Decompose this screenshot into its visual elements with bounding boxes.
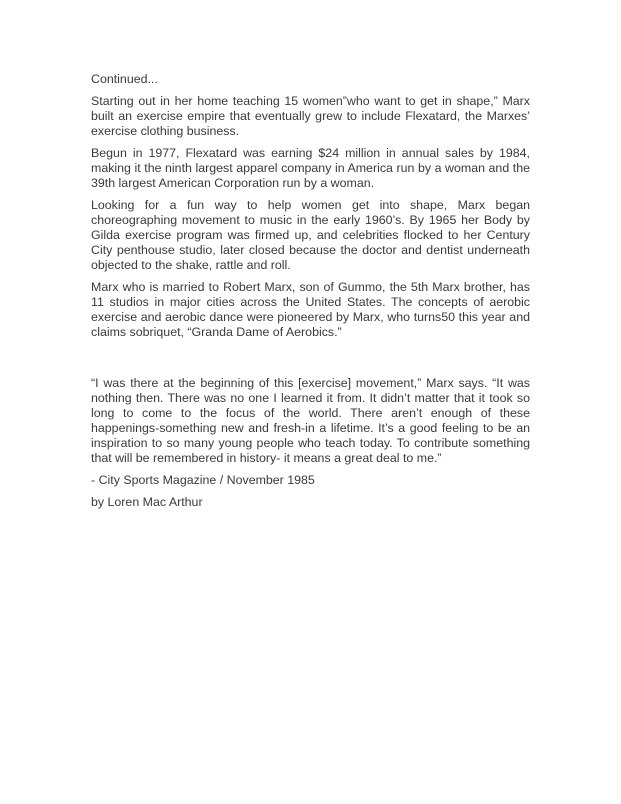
source-line: - City Sports Magazine / November 1985 bbox=[91, 473, 315, 487]
byline: by Loren Mac Arthur bbox=[91, 495, 203, 509]
continued-label: Continued... bbox=[91, 72, 158, 86]
document-page bbox=[91, 72, 530, 517]
quote-paragraph: “I was there at the beginning of this [exercise] movement,” Marx says. “It was nothing then. There was no one I learned it from. It didn’t matter that it took so long to come to the focus of the world. There aren’t enough of these happenings-something new and fresh-in a lifetime. It’s a good feeling to be an inspiration to so many young people who teach today. To contribute something that will be remembered in history- it means a great deal to me.” bbox=[91, 376, 530, 465]
paragraph-history: Looking for a fun way to help women get into shape, Marx began choreographing movement to music in the early 1960’s. By 1965 her Body by Gilda exercise program was firmed up, and celebrities flocked to her Century City penthouse studio, later closed because the doctor and dentist underneath objected to the shake, rattle and roll. bbox=[91, 198, 530, 272]
paragraph-intro: Starting out in her home teaching 15 women”who want to get in shape,” Marx built an exercise empire that eventually grew to include Flexatard, the Marxes’ exercise clothing business. bbox=[91, 94, 530, 138]
paragraph-flexatard: Begun in 1977, Flexatard was earning $24 million in annual sales by 1984, making it the ninth largest apparel company in America run by a woman and the 39th largest American Corporation run by a woman. bbox=[91, 146, 530, 190]
paragraph-studios: Marx who is married to Robert Marx, son of Gummo, the 5th Marx brother, has 11 studios in major cities across the United States. The concepts of aerobic exercise and aerobic dance were pioneered by Marx, who turns50 this year and claims sobriquet, “Granda Dame of Aerobics.” bbox=[91, 280, 530, 339]
